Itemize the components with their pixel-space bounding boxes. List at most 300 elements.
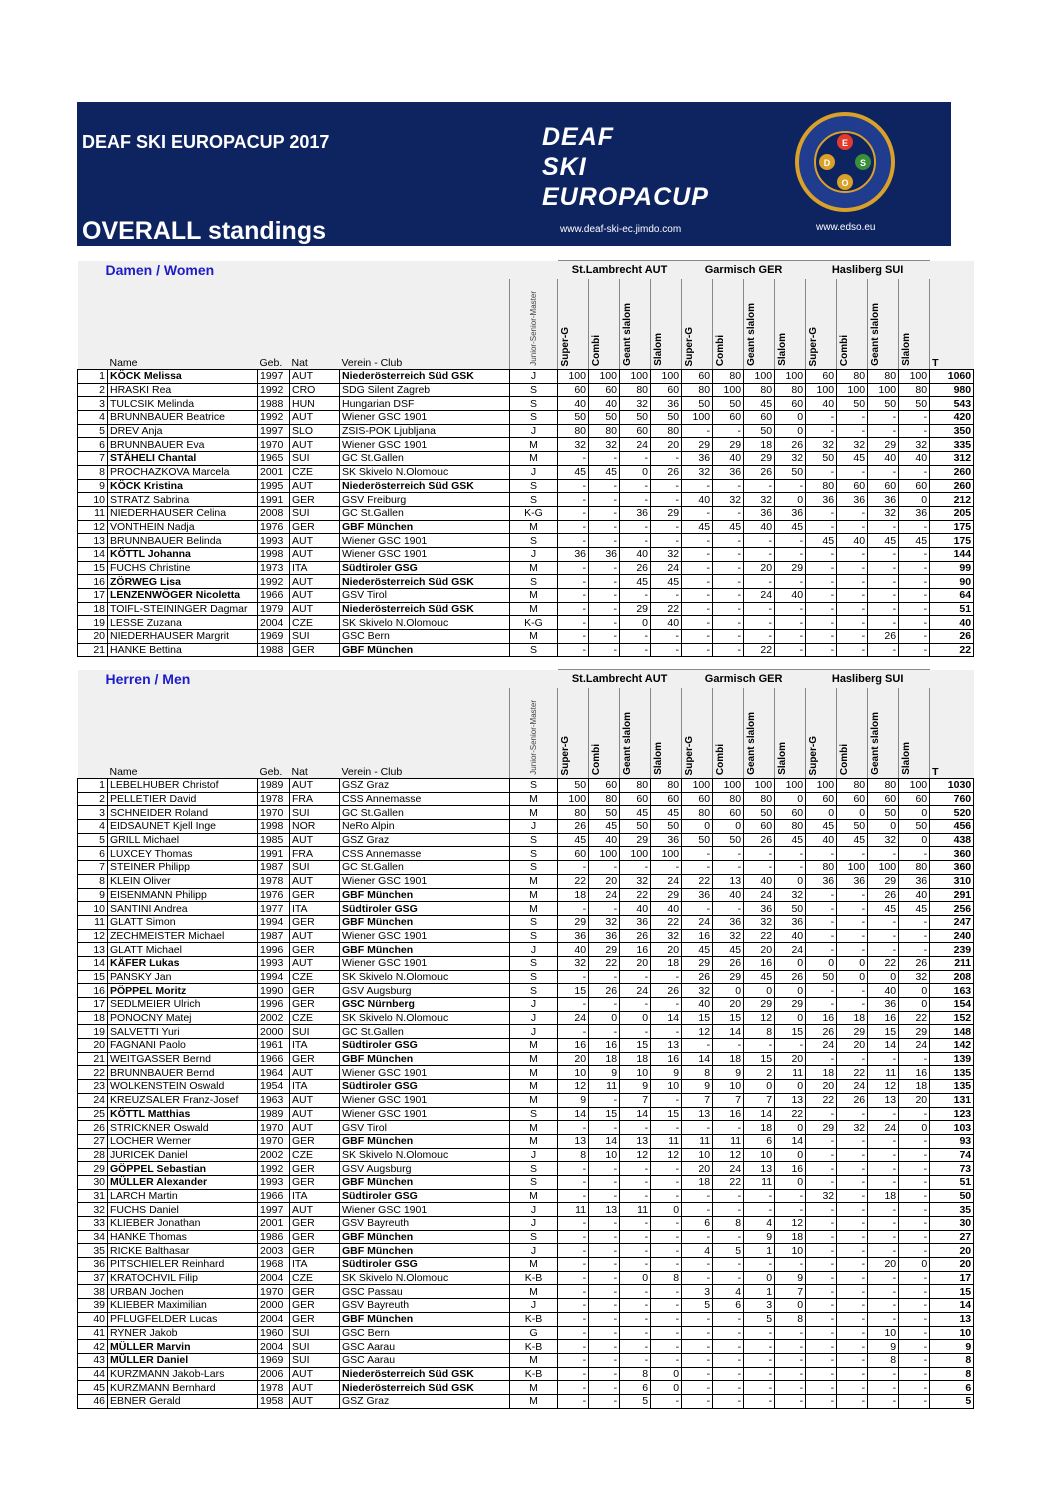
category-cell: S: [510, 493, 558, 507]
points-cell: 15: [775, 1025, 806, 1039]
points-cell: -: [682, 575, 713, 589]
points-cell: -: [558, 520, 589, 534]
rank-cell: 3: [78, 397, 108, 411]
points-cell: -: [868, 411, 899, 425]
nation-cell: FRA: [290, 847, 340, 861]
table-row: [78, 1052, 974, 1066]
discipline-header-label: Slalom: [777, 742, 789, 775]
points-cell: -: [651, 1162, 682, 1176]
birth-year-cell: 1989: [258, 779, 290, 793]
points-cell: 100: [651, 370, 682, 384]
points-cell: -: [620, 970, 651, 984]
points-cell: 5: [713, 1244, 744, 1258]
points-cell: 22: [713, 1175, 744, 1189]
category-cell: J: [510, 424, 558, 438]
nation-cell: GER: [290, 984, 340, 998]
birth-year-cell: 1992: [258, 575, 290, 589]
name-cell: HANKE Bettina: [108, 643, 258, 657]
club-cell: GC St.Gallen: [340, 1025, 510, 1039]
points-cell: -: [806, 1162, 837, 1176]
name-cell: KLEIN Oliver: [108, 874, 258, 888]
total-cell: 1030: [930, 779, 974, 793]
nation-cell: GER: [290, 493, 340, 507]
svg-text:D: D: [823, 158, 831, 168]
points-cell: -: [775, 1353, 806, 1367]
points-cell: -: [651, 1299, 682, 1313]
table-row: [78, 1121, 974, 1135]
geb-header: Geb.: [258, 279, 290, 370]
points-cell: -: [620, 1312, 651, 1326]
venue-header: Hasliberg SUI: [806, 261, 930, 280]
points-cell: 50: [589, 806, 620, 820]
nation-cell: AUT: [290, 1394, 340, 1408]
points-cell: 100: [868, 861, 899, 875]
birth-year-cell: 1958: [258, 1394, 290, 1408]
points-cell: -: [558, 1394, 589, 1408]
total-cell: 123: [930, 1107, 974, 1121]
points-cell: -: [651, 1285, 682, 1299]
total-cell: 312: [930, 452, 974, 466]
points-cell: -: [651, 1353, 682, 1367]
points-cell: 32: [651, 547, 682, 561]
points-cell: 36: [589, 929, 620, 943]
rank-cell: 9: [78, 479, 108, 493]
points-cell: 100: [651, 847, 682, 861]
points-cell: -: [713, 847, 744, 861]
points-cell: -: [682, 902, 713, 916]
category-cell: S: [510, 1162, 558, 1176]
name-cell: RICKE Balthasar: [108, 1244, 258, 1258]
discipline-header: [868, 279, 899, 370]
total-cell: 260: [930, 465, 974, 479]
nation-cell: AUT: [290, 833, 340, 847]
points-cell: 24: [558, 1011, 589, 1025]
points-cell: -: [868, 575, 899, 589]
points-cell: 10: [620, 1066, 651, 1080]
points-cell: -: [651, 1175, 682, 1189]
points-cell: 45: [682, 943, 713, 957]
points-cell: 40: [589, 833, 620, 847]
points-cell: 100: [713, 779, 744, 793]
total-header: T: [930, 279, 974, 370]
points-cell: 36: [651, 397, 682, 411]
table-row: [78, 506, 974, 520]
points-cell: 29: [713, 438, 744, 452]
points-cell: 36: [868, 493, 899, 507]
points-cell: -: [899, 547, 930, 561]
points-cell: 36: [713, 915, 744, 929]
points-cell: 40: [651, 902, 682, 916]
table-row: [78, 984, 974, 998]
name-cell: LUXCEY Thomas: [108, 847, 258, 861]
birth-year-cell: 1963: [258, 1093, 290, 1107]
points-cell: -: [651, 452, 682, 466]
points-cell: -: [682, 424, 713, 438]
rank-cell: 39: [78, 1299, 108, 1313]
points-cell: 0: [651, 1203, 682, 1217]
club-cell: Südtiroler GSG: [340, 1039, 510, 1053]
category-cell: S: [510, 861, 558, 875]
points-cell: -: [620, 479, 651, 493]
total-cell: 93: [930, 1134, 974, 1148]
category-cell: S: [510, 479, 558, 493]
points-cell: -: [589, 616, 620, 630]
name-cell: BRUNNBAUER Bernd: [108, 1066, 258, 1080]
name-cell: PANSKY Jan: [108, 970, 258, 984]
points-cell: 32: [682, 465, 713, 479]
points-cell: 24: [620, 438, 651, 452]
points-cell: 24: [744, 888, 775, 902]
points-cell: 80: [682, 383, 713, 397]
rank-cell: 32: [78, 1203, 108, 1217]
table-row: [78, 998, 974, 1012]
table-row: [78, 1162, 974, 1176]
points-cell: -: [837, 1312, 868, 1326]
table-row: [78, 630, 974, 644]
points-cell: -: [806, 1230, 837, 1244]
points-cell: -: [682, 506, 713, 520]
points-cell: -: [775, 1340, 806, 1354]
points-cell: 45: [558, 465, 589, 479]
total-cell: 310: [930, 874, 974, 888]
points-cell: 60: [775, 806, 806, 820]
table-row: [78, 1203, 974, 1217]
points-cell: -: [713, 1230, 744, 1244]
points-cell: -: [899, 1052, 930, 1066]
points-cell: -: [806, 1271, 837, 1285]
points-cell: 20: [837, 1039, 868, 1053]
rank-cell: 10: [78, 493, 108, 507]
points-cell: -: [868, 643, 899, 657]
women-standings-table: [77, 260, 974, 657]
nation-cell: CZE: [290, 1271, 340, 1285]
points-cell: -: [837, 561, 868, 575]
name-cell: KURZMANN Jakob-Lars: [108, 1367, 258, 1381]
points-cell: -: [682, 1353, 713, 1367]
header-spacer: [930, 261, 974, 280]
points-cell: -: [713, 1367, 744, 1381]
points-cell: 50: [868, 806, 899, 820]
points-cell: -: [651, 1258, 682, 1272]
name-cell: BRUNNBAUER Beatrice: [108, 411, 258, 425]
points-cell: -: [899, 1285, 930, 1299]
points-cell: 22: [837, 1066, 868, 1080]
discipline-header: [682, 279, 713, 370]
svg-text:O: O: [841, 178, 849, 188]
points-cell: 10: [775, 1244, 806, 1258]
points-cell: 40: [558, 397, 589, 411]
points-cell: 9: [744, 1230, 775, 1244]
points-cell: -: [868, 1367, 899, 1381]
category-cell: K-B: [510, 1367, 558, 1381]
total-cell: 154: [930, 998, 974, 1012]
discipline-header: [713, 279, 744, 370]
club-cell: Wiener GSC 1901: [340, 1203, 510, 1217]
points-cell: 0: [775, 874, 806, 888]
points-cell: -: [713, 561, 744, 575]
discipline-header: [651, 279, 682, 370]
club-cell: Südtiroler GSG: [340, 1080, 510, 1094]
table-row: [78, 833, 974, 847]
club-cell: Niederösterreich Süd GSK: [340, 1381, 510, 1395]
nation-cell: ITA: [290, 1080, 340, 1094]
points-cell: -: [682, 616, 713, 630]
points-cell: -: [558, 1367, 589, 1381]
name-cell: MÜLLER Alexander: [108, 1175, 258, 1189]
name-cell: FUCHS Daniel: [108, 1203, 258, 1217]
points-cell: 45: [744, 970, 775, 984]
points-cell: 50: [713, 397, 744, 411]
points-cell: 29: [899, 1025, 930, 1039]
points-cell: 32: [558, 438, 589, 452]
points-cell: -: [837, 589, 868, 603]
points-cell: -: [806, 1285, 837, 1299]
points-cell: -: [589, 561, 620, 575]
birth-year-cell: 1996: [258, 943, 290, 957]
points-cell: 18: [744, 1121, 775, 1135]
points-cell: -: [589, 1326, 620, 1340]
table-row: [78, 1367, 974, 1381]
points-cell: 36: [744, 506, 775, 520]
birth-year-cell: 1992: [258, 383, 290, 397]
points-cell: 80: [558, 806, 589, 820]
points-cell: 32: [620, 397, 651, 411]
svg-text:S: S: [859, 158, 867, 168]
points-cell: 9: [589, 1066, 620, 1080]
points-cell: 18: [775, 1230, 806, 1244]
table-row: [78, 1340, 974, 1354]
category-cell: S: [510, 397, 558, 411]
points-cell: 50: [558, 411, 589, 425]
points-cell: -: [775, 1394, 806, 1408]
rank-cell: 14: [78, 547, 108, 561]
nation-cell: AUT: [290, 1066, 340, 1080]
points-cell: -: [682, 1189, 713, 1203]
points-cell: -: [558, 861, 589, 875]
points-cell: -: [837, 1134, 868, 1148]
points-cell: 80: [899, 861, 930, 875]
points-cell: -: [713, 1381, 744, 1395]
points-cell: -: [713, 1353, 744, 1367]
name-cell: URBAN Jochen: [108, 1285, 258, 1299]
points-cell: 7: [713, 1093, 744, 1107]
rank-cell: 46: [78, 1394, 108, 1408]
points-cell: -: [682, 1203, 713, 1217]
club-cell: Südtiroler GSG: [340, 1189, 510, 1203]
total-cell: 205: [930, 506, 974, 520]
points-cell: 80: [899, 383, 930, 397]
points-cell: 100: [682, 411, 713, 425]
club-cell: Wiener GSC 1901: [340, 438, 510, 452]
points-cell: 8: [713, 1217, 744, 1231]
points-cell: -: [620, 630, 651, 644]
club-cell: SK Skivelo N.Olomouc: [340, 1011, 510, 1025]
total-cell: 103: [930, 1121, 974, 1135]
total-cell: 760: [930, 792, 974, 806]
points-cell: 10: [589, 1148, 620, 1162]
points-cell: 36: [682, 888, 713, 902]
discipline-header: [744, 688, 775, 779]
birth-year-cell: 1970: [258, 1121, 290, 1135]
discipline-header-label: Super-G: [560, 735, 572, 775]
nation-cell: ITA: [290, 561, 340, 575]
name-cell: NIEDERHAUSER Margrit: [108, 630, 258, 644]
birth-year-cell: 1965: [258, 452, 290, 466]
points-cell: -: [837, 1175, 868, 1189]
points-cell: -: [620, 520, 651, 534]
rank-cell: 11: [78, 506, 108, 520]
category-cell: M: [510, 902, 558, 916]
name-cell: EISENMANN Philipp: [108, 888, 258, 902]
points-cell: -: [837, 984, 868, 998]
points-cell: 40: [837, 534, 868, 548]
points-cell: -: [806, 943, 837, 957]
club-cell: SK Skivelo N.Olomouc: [340, 970, 510, 984]
points-cell: 60: [558, 847, 589, 861]
category-cell: S: [510, 956, 558, 970]
points-cell: 0: [806, 956, 837, 970]
points-cell: -: [806, 589, 837, 603]
birth-year-cell: 1998: [258, 820, 290, 834]
points-cell: 45: [682, 520, 713, 534]
nation-cell: GER: [290, 1052, 340, 1066]
total-cell: 239: [930, 943, 974, 957]
points-cell: 50: [651, 411, 682, 425]
birth-year-cell: 2000: [258, 1299, 290, 1313]
points-cell: -: [868, 1230, 899, 1244]
points-cell: 0: [899, 493, 930, 507]
points-cell: 32: [682, 984, 713, 998]
points-cell: 80: [806, 861, 837, 875]
points-cell: 11: [744, 1175, 775, 1189]
points-cell: 80: [837, 370, 868, 384]
rank-cell: 18: [78, 1011, 108, 1025]
points-cell: 36: [806, 874, 837, 888]
table-row: [78, 465, 974, 479]
table-row: [78, 397, 974, 411]
rank-cell: 12: [78, 520, 108, 534]
points-cell: 100: [899, 779, 930, 793]
table-row: [78, 1080, 974, 1094]
name-cell: EIDSAUNET Kjell Inge: [108, 820, 258, 834]
birth-year-cell: 1976: [258, 520, 290, 534]
points-cell: 100: [713, 383, 744, 397]
points-cell: -: [899, 616, 930, 630]
points-cell: -: [868, 1162, 899, 1176]
points-cell: -: [806, 1217, 837, 1231]
birth-year-cell: 1988: [258, 397, 290, 411]
points-cell: -: [775, 861, 806, 875]
name-cell: LEBELHUBER Christof: [108, 779, 258, 793]
points-cell: 10: [713, 1080, 744, 1094]
table-row: [78, 1299, 974, 1313]
club-cell: Südtiroler GSG: [340, 561, 510, 575]
discipline-header: [651, 688, 682, 779]
rank-cell: 5: [78, 424, 108, 438]
points-cell: 50: [682, 397, 713, 411]
club-cell: GC St.Gallen: [340, 452, 510, 466]
points-cell: -: [868, 1381, 899, 1395]
category-cell: M: [510, 1066, 558, 1080]
rank-cell: 13: [78, 534, 108, 548]
points-cell: -: [620, 998, 651, 1012]
club-cell: SK Skivelo N.Olomouc: [340, 1148, 510, 1162]
header-spacer: [930, 670, 974, 689]
points-cell: -: [744, 861, 775, 875]
name-cell: SALVETTI Yuri: [108, 1025, 258, 1039]
total-cell: 247: [930, 915, 974, 929]
points-cell: -: [837, 1217, 868, 1231]
birth-year-cell: 1992: [258, 411, 290, 425]
total-cell: 135: [930, 1066, 974, 1080]
points-cell: -: [775, 847, 806, 861]
points-cell: -: [558, 616, 589, 630]
points-cell: 32: [837, 1121, 868, 1135]
birth-year-cell: 1969: [258, 630, 290, 644]
points-cell: 24: [651, 561, 682, 575]
nation-cell: CZE: [290, 970, 340, 984]
rank-cell: 24: [78, 1093, 108, 1107]
points-cell: 5: [620, 1394, 651, 1408]
points-cell: -: [744, 1039, 775, 1053]
nation-cell: GER: [290, 1162, 340, 1176]
total-cell: 139: [930, 1052, 974, 1066]
points-cell: 18: [651, 956, 682, 970]
points-cell: -: [837, 1381, 868, 1395]
points-cell: 100: [744, 779, 775, 793]
points-cell: -: [837, 630, 868, 644]
points-cell: 45: [651, 806, 682, 820]
points-cell: -: [620, 1285, 651, 1299]
points-cell: 80: [558, 424, 589, 438]
points-cell: -: [682, 1367, 713, 1381]
points-cell: 24: [682, 915, 713, 929]
page-subtitle: OVERALL standings: [82, 217, 327, 245]
points-cell: -: [713, 1039, 744, 1053]
points-cell: 40: [744, 874, 775, 888]
points-cell: 14: [868, 1039, 899, 1053]
points-cell: 18: [682, 1175, 713, 1189]
points-cell: 16: [620, 943, 651, 957]
rank-cell: 26: [78, 1121, 108, 1135]
points-cell: -: [589, 998, 620, 1012]
points-cell: -: [806, 411, 837, 425]
points-cell: 14: [682, 1052, 713, 1066]
rank-cell: 31: [78, 1189, 108, 1203]
points-cell: 10: [558, 1066, 589, 1080]
birth-year-cell: 2002: [258, 1011, 290, 1025]
table-row: [78, 902, 974, 916]
points-cell: -: [806, 984, 837, 998]
discipline-header-label: Combi: [591, 743, 603, 775]
points-cell: 40: [868, 452, 899, 466]
points-cell: 36: [558, 547, 589, 561]
points-cell: 0: [682, 820, 713, 834]
points-cell: -: [713, 424, 744, 438]
points-cell: 13: [713, 874, 744, 888]
points-cell: -: [806, 1203, 837, 1217]
club-cell: GSC Nürnberg: [340, 998, 510, 1012]
total-cell: 144: [930, 547, 974, 561]
rank-cell: 8: [78, 874, 108, 888]
points-cell: -: [899, 1107, 930, 1121]
discipline-header: [806, 688, 837, 779]
nation-cell: SUI: [290, 1353, 340, 1367]
points-cell: -: [589, 970, 620, 984]
points-cell: -: [806, 465, 837, 479]
name-cell: PITSCHIELER Reinhard: [108, 1258, 258, 1272]
category-cell: S: [510, 984, 558, 998]
